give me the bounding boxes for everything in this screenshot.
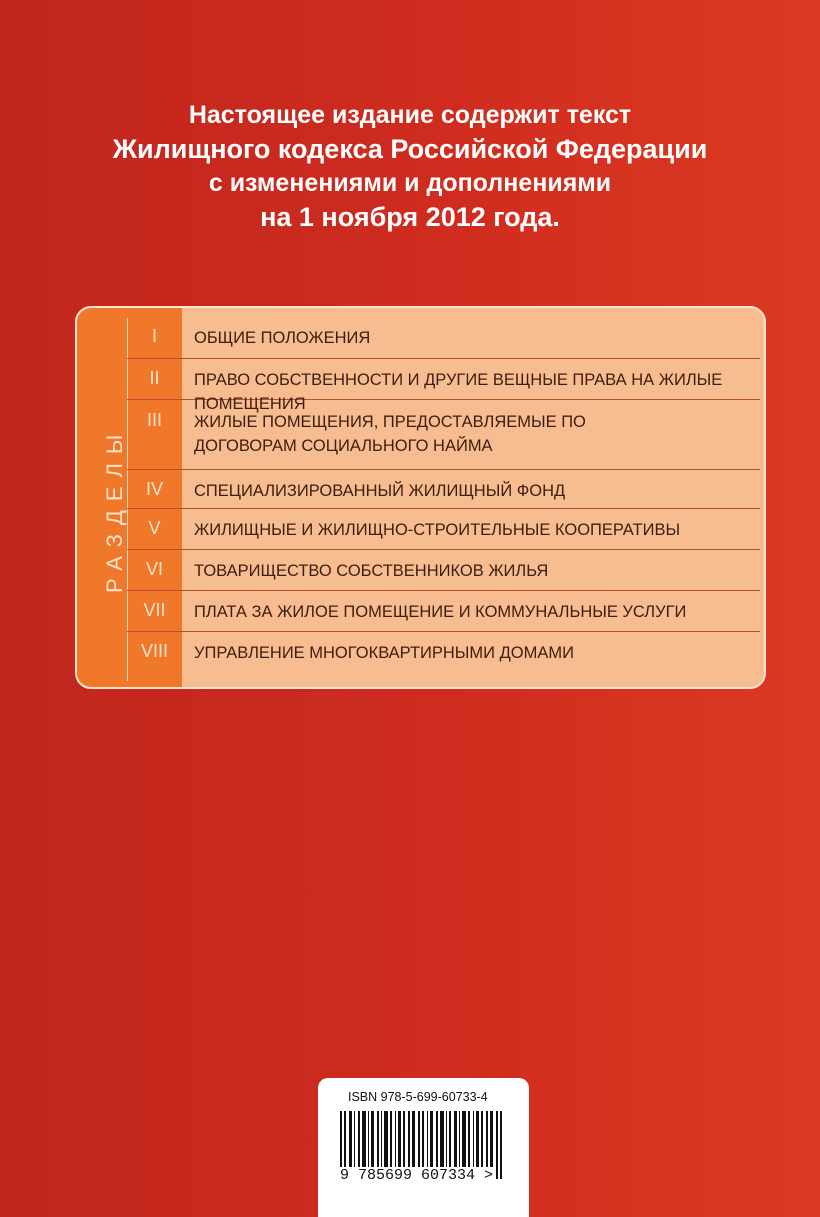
section-title: ЖИЛЫЕ ПОМЕЩЕНИЯ, ПРЕДОСТАВЛЯЕМЫЕ ПО ДОГОВОРАМ СОЦИАЛЬНОГО НАЙМА (194, 413, 586, 455)
section-number: VII (143, 600, 166, 620)
section-title: ЖИЛИЩНЫЕ И ЖИЛИЩНО-СТРОИТЕЛЬНЫЕ КООПЕРАТИВЫ (194, 521, 681, 539)
section-title: ОБЩИЕ ПОЛОЖЕНИЯ (194, 329, 371, 347)
section-number: III (146, 410, 162, 430)
section-row (127, 509, 760, 550)
intro-line-3: с изменениями и дополнениями (208, 169, 612, 197)
section-number: I (151, 326, 157, 346)
section-row (127, 591, 760, 632)
section-row (127, 470, 760, 509)
section-row (127, 400, 760, 470)
sections-side-label: РАЗДЕЛЫ (102, 425, 127, 593)
section-number: IV (145, 479, 163, 499)
section-row (127, 550, 760, 591)
section-row (127, 632, 760, 672)
section-row (127, 359, 760, 413)
section-number: V (148, 518, 161, 538)
sections-table (75, 306, 766, 689)
intro-line-2: Жилищного кодекса Российской Федерации (112, 134, 708, 164)
intro-text (0, 98, 820, 234)
isbn-label: ISBN 978-5-699-60733-4 (348, 1090, 488, 1104)
section-number: II (149, 368, 160, 388)
section-title: ПРАВО СОБСТВЕННОСТИ И ДРУГИЕ ВЕЩНЫЕ ПРАВА НА ЖИЛЫЕ ПОМЕЩЕНИЯ (194, 371, 723, 413)
section-title: УПРАВЛЕНИЕ МНОГОКВАРТИРНЫМИ ДОМАМИ (194, 644, 574, 662)
intro-line-4: на 1 ноября 2012 года. (260, 202, 560, 232)
section-title: ТОВАРИЩЕСТВО СОБСТВЕННИКОВ ЖИЛЬЯ (194, 562, 549, 580)
section-number: VI (145, 559, 163, 579)
section-number: VIII (140, 641, 168, 661)
intro-line-1: Настоящее издание содержит текст (188, 101, 632, 129)
barcode-digits: 9 785699 607334 > (340, 1167, 494, 1184)
isbn-barcode-panel (318, 1078, 529, 1217)
section-title: ПЛАТА ЗА ЖИЛОЕ ПОМЕЩЕНИЕ И КОММУНАЛЬНЫЕ УСЛУГИ (194, 603, 687, 621)
section-title: СПЕЦИАЛИЗИРОВАННЫЙ ЖИЛИЩНЫЙ ФОНД (194, 482, 566, 500)
section-row (127, 316, 760, 359)
